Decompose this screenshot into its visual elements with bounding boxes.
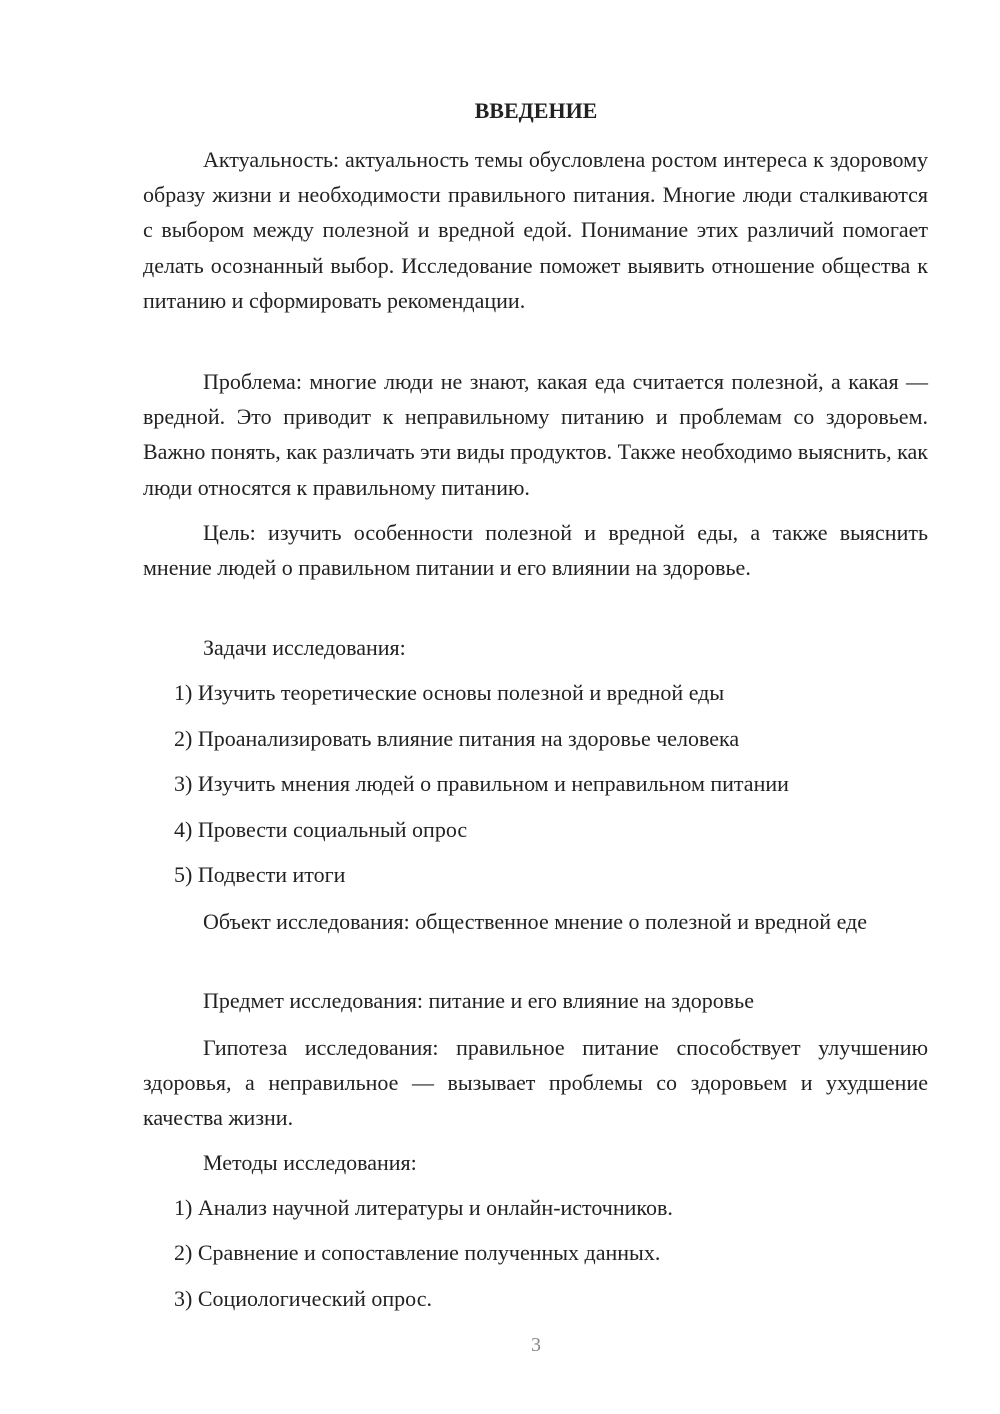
- task-item-3: 3) Изучить мнения людей о правильном и неправильном питании: [174, 771, 789, 796]
- task-item-4: 4) Провести социальный опрос: [174, 817, 468, 842]
- methods-heading: Методы исследования:: [203, 1150, 417, 1175]
- task-item-1: 1) Изучить теоретические основы полезной и вредной еды: [174, 680, 725, 705]
- task-item-2: 2) Проанализировать влияние питания на здоровье человека: [174, 726, 740, 751]
- problem-paragraph: Проблема: многие люди не знают, какая еда считается полезной, а какая — вредной. Это приводит к неправильному питанию и проблемам со здоровьем. Важно понять, как различать эти виды продуктов. Также необходимо выяснить, как люди относятся к правильному питанию.: [143, 369, 928, 500]
- subject-paragraph: Предмет исследования: питание и его влияние на здоровье: [203, 988, 754, 1013]
- relevance-paragraph: Актуальность: актуальность темы обусловлена ростом интереса к здоровому образу жизни и необходимости правильного питания. Многие люди сталкиваются с выбором между полезной и вредной едой. Понимание этих различий помогает делать осознанный выбор. Исследование поможет выявить отношение общества к питанию и сформировать рекомендации.: [143, 147, 928, 313]
- object-paragraph: Объект исследования: общественное мнение о полезной и вредной еде: [203, 909, 868, 934]
- method-item-2: 2) Сравнение и сопоставление полученных данных.: [174, 1240, 661, 1265]
- section-title: ВВЕДЕНИЕ: [474, 98, 598, 123]
- goal-paragraph: Цель: изучить особенности полезной и вредной еды, а также выяснить мнение людей о правильном питании и его влиянии на здоровье.: [143, 520, 928, 581]
- method-item-3: 3) Социологический опрос.: [174, 1286, 432, 1311]
- task-item-5: 5) Подвести итоги: [174, 862, 346, 887]
- tasks-heading: Задачи исследования:: [203, 635, 406, 660]
- page-number: 3: [531, 1334, 541, 1356]
- hypothesis-paragraph: Гипотеза исследования: правильное питание способствует улучшению здоровья, а неправильное — вызывает проблемы со здоровьем и ухудшение качества жизни.: [143, 1035, 928, 1131]
- method-item-1: 1) Анализ научной литературы и онлайн-источников.: [174, 1195, 673, 1220]
